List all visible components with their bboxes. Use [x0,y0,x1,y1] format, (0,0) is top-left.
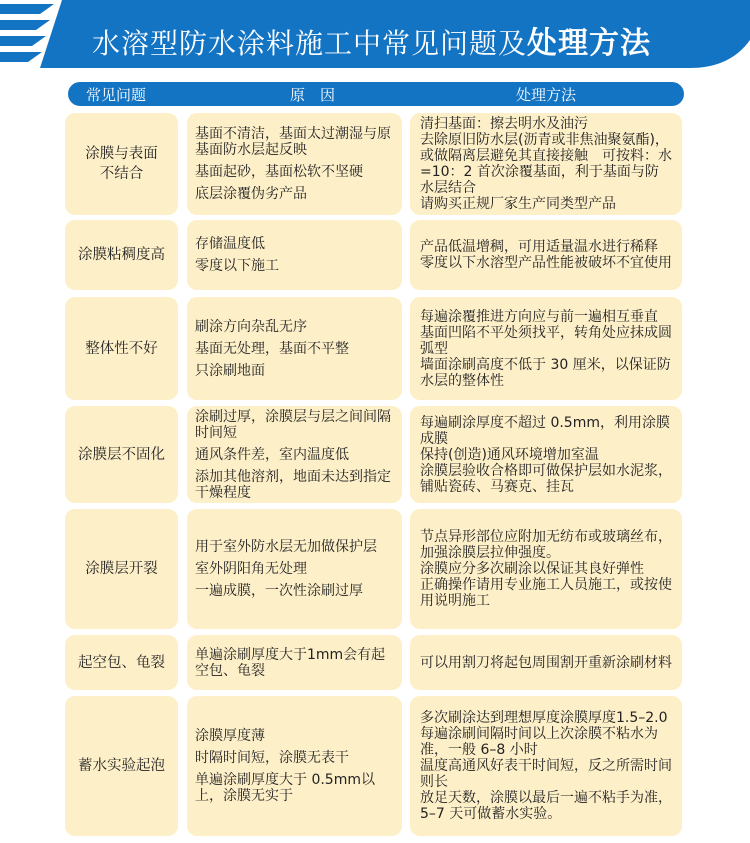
page-title-regular: 水溶型防水涂料施工中常见问题及 [92,27,528,60]
cause-cell [187,297,402,400]
method-item: 温度高通风好表干时间短，反之所需时间则长 [420,758,672,790]
cause-item: 时隔时间短，涂膜无表干 [195,750,349,766]
problem-cell [65,406,178,503]
column-header-bar [68,82,684,106]
method-item: 涂膜应分多次刷涂以保证其良好弹性 [420,561,644,577]
method-item: 可以用割刀将起包周围割开重新涂刷材料 [420,654,672,671]
cause-item: 室外阴阳角无处理 [195,561,307,577]
problem-cell [65,113,178,215]
method-item: 每遍刷涂厚度不超过 0.5mm，利用涂膜成膜 [420,414,670,447]
method-item: 产品低温增稠，可用适量温水进行稀释 [420,239,658,255]
cause-item: 一遍成膜，一次性涂刷过厚 [195,583,363,599]
method-item: 请购买正规厂家生产同类型产品 [420,196,616,212]
problem-cell [65,220,178,290]
cause-item: 通风条件差，室内温度低 [195,446,349,463]
problem-text: 涂膜层开裂 [85,561,158,577]
problem-text: 蓄水实验起泡 [78,758,165,774]
problem-text: 整体性不好 [85,340,158,357]
cause-item: 基面不清洁，基面太过潮湿与原基面防水层起反映 [195,126,391,158]
cause-item: 涂膜厚度薄 [195,728,265,744]
method-item: 墙面涂刷高度不低于 30 厘米，以保证防水层的整体性 [420,356,671,389]
cause-item: 单遍涂刷厚度大于1mm会有起空包、龟裂 [195,646,386,679]
method-item: 去除原旧防水层(沥青或非焦油聚氨酯)，或做隔离层避免其直接接触 可按料：水=10：2 首次涂覆基面，利于基面与防水层结合 [420,132,672,196]
column-header-method: 处理方法 [516,86,577,104]
method-cell [410,696,682,836]
cause-item: 单遍涂刷厚度大于 0.5mm以上，涂膜无实于 [195,772,375,804]
problem-cell [65,509,178,629]
problem-text: 涂膜层不固化 [78,446,165,463]
cause-cell [187,696,402,836]
method-item: 放足天数，涂膜以最后一遍不粘手为准，5–7 天可做蓄水实验。 [420,790,672,822]
cause-item: 零度以下施工 [195,258,279,274]
method-item: 多次刷涂达到理想厚度涂膜厚度1.5–2.0 [420,710,668,726]
problem-text: 涂膜粘稠度高 [78,247,165,263]
cause-item: 用于室外防水层无加做保护层 [195,539,377,555]
method-item: 零度以下水溶型产品性能被破坏不宜使用 [420,255,672,271]
cause-cell [187,406,402,503]
problem-cell [65,696,178,836]
cause-cell [187,509,402,629]
method-item: 节点异形部位应附加无纺布或玻璃丝布，加强涂膜层拉伸强度。 [420,529,672,561]
method-item: 清扫基面：擦去明水及油污 [420,116,588,132]
page-title-bold: 处理方法 [527,26,652,61]
method-item: 涂膜层验收合格即可做保护层如水泥浆，铺贴瓷砖、马赛克、挂瓦 [420,462,672,495]
method-item: 每遍涂覆推进方向应与前一遍相互垂直 [420,308,658,325]
problem-cell [65,635,178,690]
problem-cell [65,297,178,400]
cause-cell [187,635,402,690]
column-header-cause: 原 因 [290,86,336,104]
cause-item: 涂刷过厚，涂膜层与层之间间隔时间短 [195,408,391,441]
cause-item: 存储温度低 [195,236,265,252]
cause-cell [187,220,402,290]
cause-item: 刷涂方向杂乱无序 [195,318,307,335]
cause-cell [187,113,402,215]
page-title [92,18,651,62]
method-cell [410,635,682,690]
method-item: 基面凹陷不平处须找平，转角处应抹成圆弧型 [420,324,672,357]
cause-item: 底层涂覆伪劣产品 [195,186,307,202]
cause-item: 基面起砂，基面松软不坚硬 [195,164,363,180]
method-item: 正确操作请用专业施工人员施工，或按使用说明施工 [420,577,672,609]
cause-item: 基面无处理，基面不平整 [195,340,349,357]
problem-text: 涂膜与表面 不结合 [85,146,158,182]
problem-text: 起空包、龟裂 [78,654,165,671]
method-cell [410,220,682,290]
method-cell [410,406,682,503]
cause-item: 只涂刷地面 [195,362,265,379]
method-cell [410,509,682,629]
method-cell [410,297,682,400]
cause-item: 添加其他溶剂，地面未达到指定干燥程度 [195,468,391,501]
method-item: 每遍涂刷间隔时间以上次涂膜不粘水为准，一般 6–8 小时 [420,726,658,758]
method-cell [410,113,682,215]
column-header-problem: 常见问题 [86,86,147,104]
title-banner [0,0,750,80]
method-item: 保持(创造)通风环境增加室温 [420,446,599,463]
